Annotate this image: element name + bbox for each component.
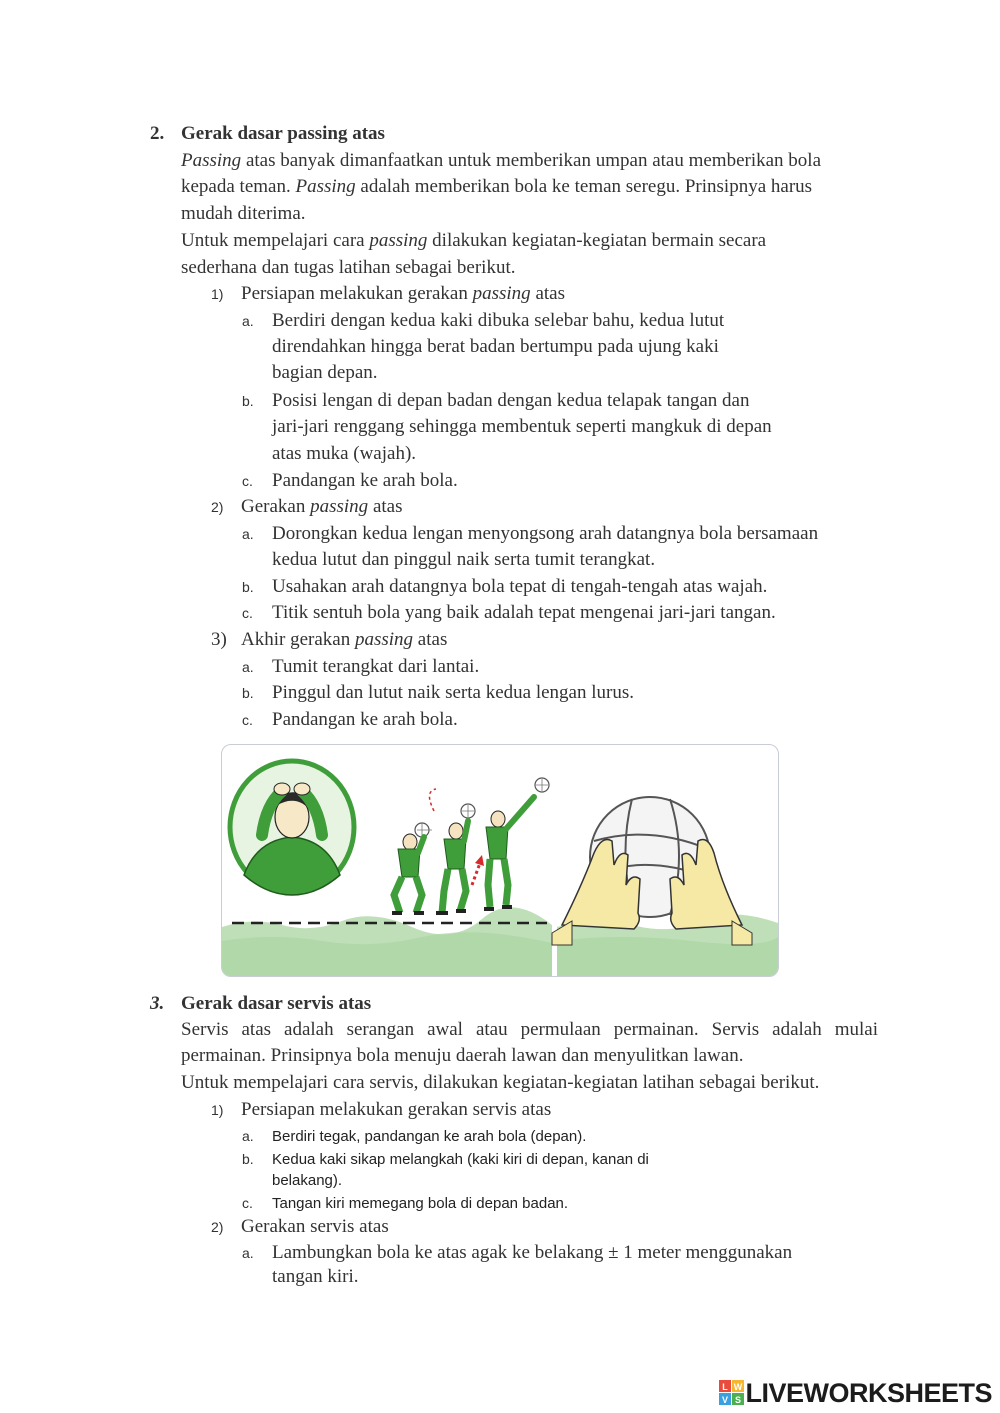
- step-title: Persiapan melakukan gerakan servis atas: [241, 1099, 552, 1120]
- item-line: Pandangan ke arah bola.: [272, 709, 458, 730]
- item-line: Tumit terangkat dari lantai.: [272, 656, 480, 677]
- section-2-number: 2.: [150, 123, 165, 144]
- section-2-para1-line2: kepada teman. Passing adalah memberikan bola ke teman seregu. Prinsipnya harus: [181, 176, 813, 197]
- section-3-para2: Untuk mempelajari cara servis, dilakukan kegiatan-kegiatan latihan sebagai berikut.: [181, 1072, 820, 1093]
- section-2-para2-line1: Untuk mempelajari cara passing dilakukan kegiatan-kegiatan bermain secara: [181, 230, 767, 251]
- step-title: Persiapan melakukan gerakan passing atas: [241, 283, 565, 304]
- step-number: 1): [211, 1102, 224, 1118]
- item-letter: a.: [242, 1128, 254, 1144]
- item-letter: b.: [242, 579, 254, 595]
- item-letter: c.: [242, 1195, 253, 1211]
- step-number: 1): [211, 286, 224, 302]
- item-letter: a.: [242, 659, 254, 675]
- item-line: Pinggul dan lutut naik serta kedua lengan lurus.: [272, 682, 634, 703]
- item-letter: b.: [242, 1151, 254, 1167]
- item-line: Tangan kiri memegang bola di depan badan.: [272, 1195, 569, 1212]
- step-title: Akhir gerakan passing atas: [241, 629, 448, 650]
- svg-text:L: L: [722, 1382, 729, 1392]
- section-3-title: Gerak dasar servis atas: [181, 993, 372, 1014]
- step-number: 3): [211, 629, 227, 650]
- section-3-para1-line1: Servis atas adalah serangan awal atau permulaan permainan. Servis adalah mulai: [181, 1019, 878, 1040]
- liveworksheets-logo-icon: [719, 1380, 745, 1406]
- ball-hands-closeup: [552, 797, 752, 945]
- svg-text:W: W: [734, 1382, 743, 1392]
- item-line: bagian depan.: [272, 362, 378, 383]
- liveworksheets-logo-text: LIVEWORKSHEETS: [745, 1377, 992, 1408]
- item-line: Pandangan ke arah bola.: [272, 470, 458, 491]
- item-line: tangan kiri.: [272, 1266, 359, 1287]
- item-line: Berdiri dengan kedua kaki dibuka selebar bahu, kedua lutut: [272, 310, 725, 331]
- upward-arrow-icon: [472, 855, 484, 885]
- item-line: Posisi lengan di depan badan dengan kedua telapak tangan dan: [272, 390, 750, 411]
- item-line: belakang).: [272, 1172, 343, 1189]
- player-3-figure: [484, 778, 549, 909]
- svg-text:V: V: [722, 1395, 729, 1405]
- item-letter: c.: [242, 605, 253, 621]
- section-2-title: Gerak dasar passing atas: [181, 123, 385, 144]
- ball-path-arrow: [429, 789, 436, 811]
- item-line: jari-jari renggang sehingga membentuk seperti mangkuk di depan: [272, 416, 772, 437]
- item-line: Berdiri tegak, pandangan ke arah bola (depan).: [272, 1128, 587, 1145]
- item-line: Dorongkan kedua lengan menyongsong arah datangnya bola bersamaan: [272, 523, 819, 544]
- item-letter: c.: [242, 473, 253, 489]
- item-letter: b.: [242, 685, 254, 701]
- player-2-figure: [436, 804, 475, 913]
- player-1-figure: [392, 823, 432, 913]
- player-sequence: [392, 778, 549, 913]
- item-letter: a.: [242, 1245, 254, 1261]
- item-line: direndahkan hingga berat badan bertumpu pada ujung kaki: [272, 336, 719, 357]
- step-title: Gerakan servis atas: [241, 1216, 389, 1237]
- item-letter: c.: [242, 712, 253, 728]
- liveworksheets-logo[interactable]: [719, 1378, 992, 1408]
- passing-illustration: [221, 744, 779, 977]
- player-closeup-circle: [230, 761, 354, 895]
- item-line: Lambungkan bola ke atas agak ke belakang ± 1 meter menggunakan: [272, 1242, 793, 1263]
- passing-illustration-svg: [222, 745, 778, 976]
- section-3-number: 3.: [150, 993, 165, 1014]
- section-3-para1-line2: permainan. Prinsipnya bola menuju daerah lawan dan menyulitkan lawan.: [181, 1045, 744, 1066]
- item-line: Titik sentuh bola yang baik adalah tepat mengenai jari-jari tangan.: [272, 602, 776, 623]
- item-line: Usahakan arah datangnya bola tepat di tengah-tengah atas wajah.: [272, 576, 768, 597]
- svg-text:S: S: [735, 1395, 742, 1405]
- step-title: Gerakan passing atas: [241, 496, 403, 517]
- section-2-para1-line1: Passing atas banyak dimanfaatkan untuk memberikan umpan atau memberikan bola: [181, 150, 822, 171]
- section-2-para1-line3: mudah diterima.: [181, 203, 306, 224]
- item-line: kedua lutut dan pinggul naik serta tumit terangkat.: [272, 549, 656, 570]
- item-letter: a.: [242, 313, 254, 329]
- item-line: atas muka (wajah).: [272, 443, 417, 464]
- section-2-para2-line2: sederhana dan tugas latihan sebagai berikut.: [181, 257, 516, 278]
- item-letter: b.: [242, 393, 254, 409]
- step-number: 2): [211, 499, 224, 515]
- item-letter: a.: [242, 526, 254, 542]
- item-line: Kedua kaki sikap melangkah (kaki kiri di depan, kanan di: [272, 1151, 649, 1168]
- step-number: 2): [211, 1219, 224, 1235]
